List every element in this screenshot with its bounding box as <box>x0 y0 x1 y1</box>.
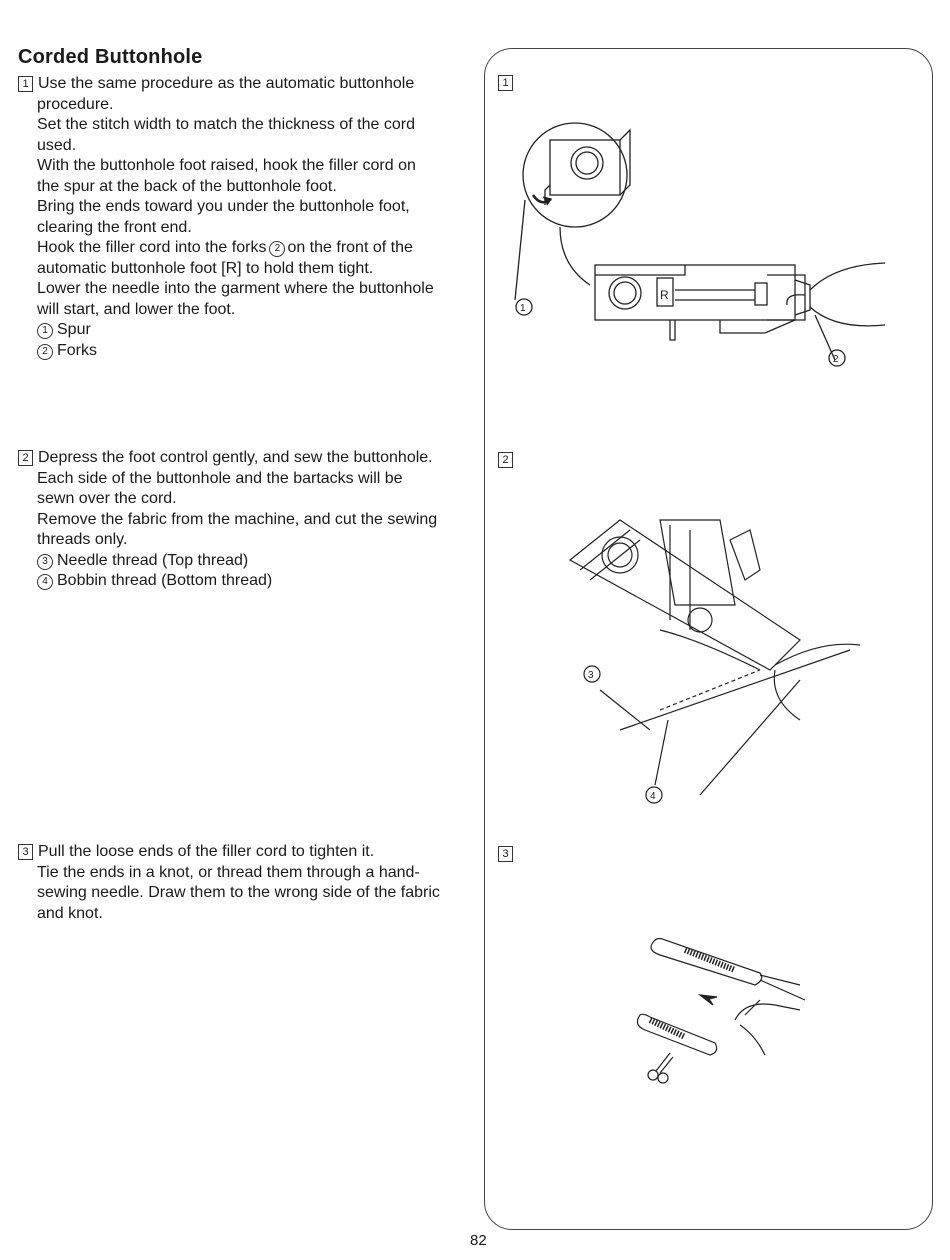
scissors-icon <box>648 1070 658 1080</box>
sewing-buttonhole-illustration <box>560 510 880 810</box>
magnified-spur-circle <box>523 123 627 227</box>
buttonhole-foot-cord-illustration <box>505 115 905 375</box>
needle-shank <box>660 520 735 605</box>
step-1 <box>18 74 478 361</box>
step-text: With the buttonhole foot raised, hook the filler cord on <box>37 157 416 174</box>
zigzag-stitches <box>685 950 735 970</box>
step-text: sewn over the cord. <box>37 490 177 507</box>
callout-ref-forks: 2 <box>269 241 285 257</box>
foot-body <box>595 265 795 320</box>
legend-item-needle-thread: 3 Needle thread (Top thread) <box>18 551 478 572</box>
legend-item-spur: 1 Spur <box>18 320 478 341</box>
legend-item-forks: 2 Forks <box>18 341 478 362</box>
step-number-box: 1 <box>18 76 33 92</box>
step-text: Set the stitch width to match the thickness of the cord <box>37 116 415 133</box>
step-text: Use the same procedure as the automatic buttonhole <box>38 75 415 92</box>
step-text: automatic buttonhole foot [R] to hold them tight. <box>37 259 374 277</box>
figure-label-3: 3 <box>498 846 513 862</box>
step-text: sewing needle. Draw them to the wrong side of the fabric <box>37 884 440 901</box>
step-text: Depress the foot control gently, and sew the buttonhole. <box>38 449 433 466</box>
step-number-box: 3 <box>18 844 33 860</box>
step-text: Tie the ends in a knot, or thread them through a hand- <box>37 863 420 881</box>
step-text: used. <box>37 136 77 154</box>
svg-text:2: 2 <box>833 354 839 365</box>
pull-arrow-icon <box>700 995 717 1005</box>
step-text: Remove the fabric from the machine, and cut the sewing <box>37 510 438 528</box>
leader-line <box>815 315 835 360</box>
svg-text:1: 1 <box>520 303 526 314</box>
step-text: Pull the loose ends of the filler cord to tighten it. <box>38 843 375 860</box>
figure-label-1: 1 <box>498 75 513 91</box>
step-text: threads only. <box>37 531 128 548</box>
step-number-box: 2 <box>18 450 33 466</box>
fabric-edge <box>620 650 850 730</box>
step-text: on the front of the <box>287 239 413 256</box>
step-text: Each side of the buttonhole and the bartacks will be <box>37 469 403 487</box>
leader-line <box>655 720 668 785</box>
step-text: clearing the front end. <box>37 218 192 236</box>
page-title: Corded Buttonhole <box>18 46 203 68</box>
page-number: 82 <box>470 1232 487 1249</box>
figure-label-2: 2 <box>498 452 513 468</box>
leader-line <box>515 200 525 300</box>
step-text: procedure. <box>37 95 114 113</box>
pulling-cord-illustration <box>625 925 815 1085</box>
foot-mark-r: R <box>660 288 669 302</box>
svg-text:4: 4 <box>650 791 656 802</box>
step-3 <box>18 842 478 924</box>
step-text: and knot. <box>37 904 103 922</box>
leader-line <box>600 690 650 730</box>
hand <box>735 1000 800 1055</box>
stitch-line <box>660 670 760 710</box>
step-text: Bring the ends toward you under the buttonhole foot, <box>37 198 410 215</box>
step-text: the spur at the back of the buttonhole foot. <box>37 177 337 195</box>
step-text: will start, and lower the foot. <box>37 300 236 318</box>
svg-text:3: 3 <box>588 670 594 681</box>
legend-item-bobbin-thread: 4 Bobbin thread (Bottom thread) <box>18 571 478 592</box>
foot-body <box>570 520 800 670</box>
step-text: Lower the needle into the garment where the buttonhole <box>37 280 434 297</box>
step-2 <box>18 448 478 592</box>
step-text: Hook the filler cord into the forks <box>37 239 267 256</box>
